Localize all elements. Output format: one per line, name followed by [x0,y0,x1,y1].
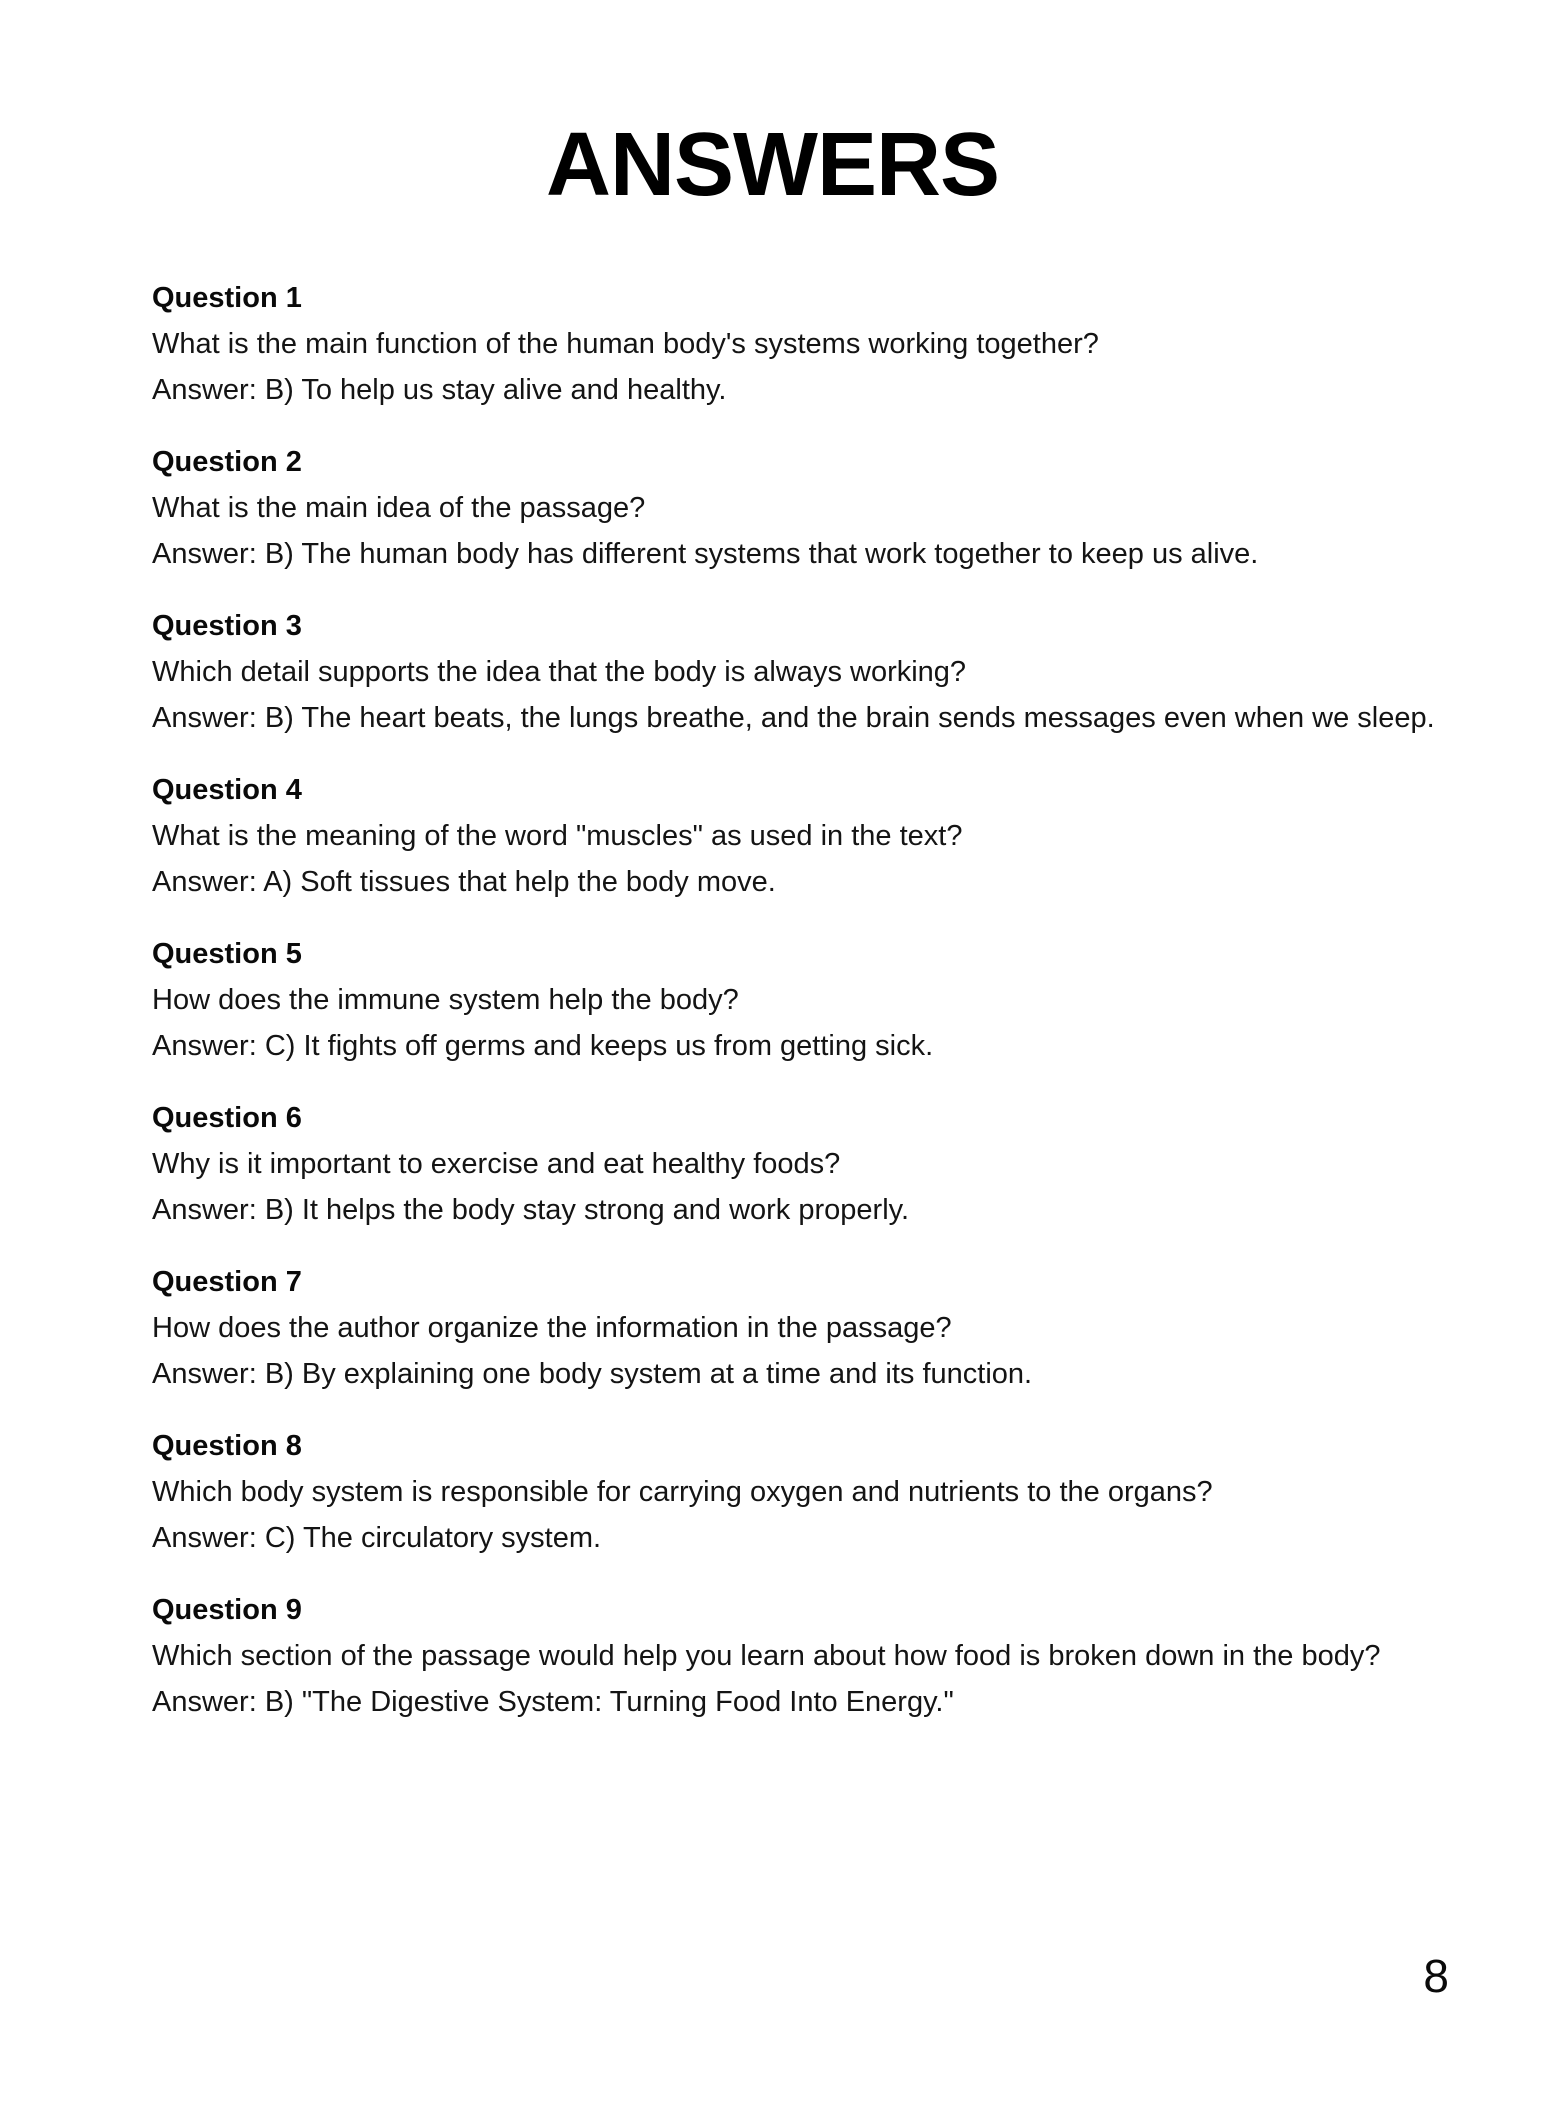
question-heading: Question 2 [152,446,302,478]
question-text: What is the main idea of the passage? [152,492,646,524]
question-block-1 [152,275,1445,413]
question-text: How does the immune system help the body? [152,984,739,1016]
page-number: 8 [1423,1950,1449,2002]
question-text: Which section of the passage would help you learn about how food is broken down in the body? [152,1640,1381,1672]
answer-text: Answer: B) "The Digestive System: Turning Food Into Energy." [152,1686,954,1718]
question-heading: Question 9 [152,1594,302,1626]
answer-text: Answer: B) The human body has different systems that work together to keep us alive. [152,538,1259,570]
question-block-6 [152,1095,1445,1233]
question-block-5 [152,931,1445,1069]
question-block-4 [152,767,1445,905]
answer-text: Answer: C) The circulatory system. [152,1522,602,1554]
answer-text: Answer: C) It fights off germs and keeps us from getting sick. [152,1030,934,1062]
question-text: Which body system is responsible for carrying oxygen and nutrients to the organs? [152,1476,1213,1508]
question-heading: Question 6 [152,1102,302,1134]
question-text: What is the main function of the human body's systems working together? [152,328,1099,360]
answer-text: Answer: A) Soft tissues that help the body move. [152,866,776,898]
answer-text: Answer: B) The heart beats, the lungs breathe, and the brain sends messages even when we sleep. [152,702,1435,734]
question-text: How does the author organize the information in the passage? [152,1312,952,1344]
question-block-2 [152,439,1445,577]
question-text: What is the meaning of the word "muscles" as used in the text? [152,820,963,852]
question-block-3 [152,603,1445,741]
question-heading: Question 3 [152,610,302,642]
question-heading: Question 8 [152,1430,302,1462]
question-text: Why is it important to exercise and eat healthy foods? [152,1148,841,1180]
question-heading: Question 5 [152,938,302,970]
answer-text: Answer: B) It helps the body stay strong and work properly. [152,1194,910,1226]
question-block-9 [152,1587,1445,1725]
question-heading: Question 4 [152,774,302,806]
question-block-7 [152,1259,1445,1397]
question-heading: Question 7 [152,1266,302,1298]
answer-text: Answer: B) To help us stay alive and healthy. [152,374,727,406]
question-text: Which detail supports the idea that the body is always working? [152,656,967,688]
answers-list [0,275,1545,1725]
question-heading: Question 1 [152,282,302,314]
page-title: ANSWERS [545,115,1000,215]
question-block-8 [152,1423,1445,1561]
answer-text: Answer: B) By explaining one body system at a time and its function. [152,1358,1033,1390]
document-page [0,105,1545,2105]
